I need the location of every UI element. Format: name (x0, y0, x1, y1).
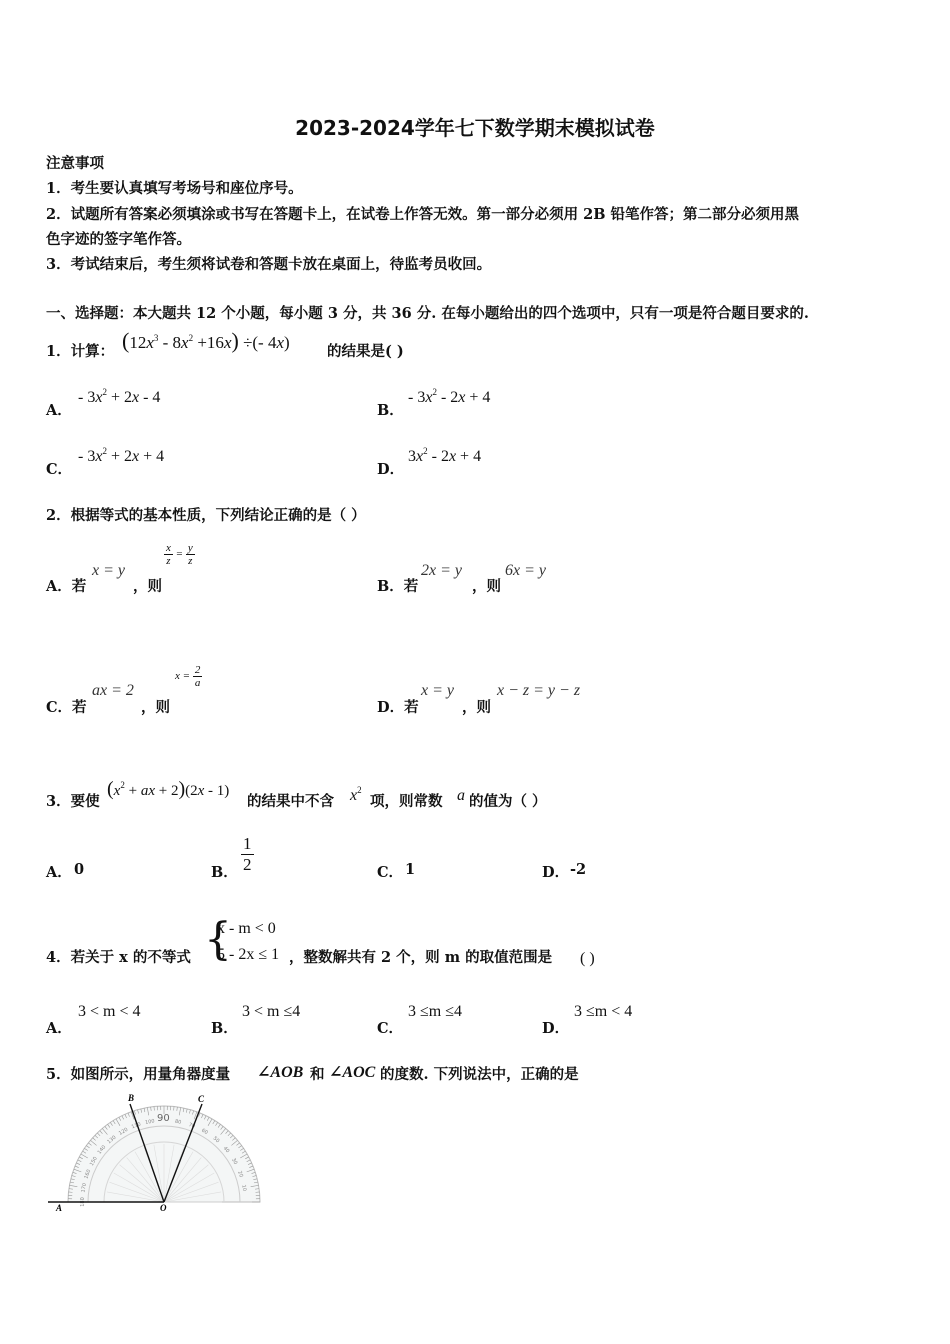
protractor-number: 130 (106, 1134, 118, 1146)
q4-option-d: 3 ≤m < 4 (574, 1003, 633, 1020)
q5-pre: 5．如图所示，用量角器度量 (46, 1066, 231, 1083)
q4-option-d-label: D． (542, 1020, 570, 1037)
q4-option-c-label: C． (377, 1020, 404, 1037)
protractor-number: 150 (88, 1155, 99, 1168)
q2-option-c-concl: x = $\frac{2}{a}$ (175, 664, 201, 689)
q1-option-a-label: A． (46, 402, 72, 419)
q4-option-b: 3 < m ≤4 (242, 1003, 301, 1020)
q2-option-a-concl: $\frac{x}{z}$ = $\frac{y}{z}$ (166, 542, 193, 567)
protractor-number: 170 (80, 1182, 89, 1194)
q2-option-a-label: A．若 (46, 578, 87, 595)
protractor-number: 70 (187, 1121, 196, 1130)
q1-expression: $(12x^3 - 8x^2 +16x)$ ÷(- 4x) (122, 328, 290, 353)
q3-option-c-label: C． (377, 864, 404, 881)
protractor-number: 100 (144, 1118, 156, 1127)
label-o: O (160, 1203, 167, 1213)
q4-system-line-1: x - m < 0 (217, 920, 276, 937)
protractor-number: 180 (80, 1197, 86, 1207)
q1-pre: 1．计算： (46, 343, 115, 360)
protractor-number: 80 (174, 1118, 182, 1126)
protractor-number: 20 (236, 1170, 245, 1179)
q5-post: 的度数. 下列说法中，正确的是 (380, 1066, 579, 1083)
q3-option-a: 0 (74, 861, 85, 878)
q1-option-b-label: B． (377, 402, 404, 419)
q1-option-c-label: C． (46, 461, 73, 478)
q4-system-line-2: 5 - 2x ≤ 1 (217, 946, 280, 963)
q5-and: 和 (310, 1066, 325, 1083)
q5-angle-aob: ∠AOB (257, 1064, 304, 1081)
protractor-number: 160 (83, 1168, 93, 1180)
q4-post: ，整数解共有 2 个，则 m 的取值范围是 (289, 949, 553, 966)
notice-item-2-cont: 色字迹的签字笔作答。 (46, 231, 191, 248)
protractor-number: 60 (200, 1127, 209, 1137)
q1-option-d-label: D． (377, 461, 405, 478)
notice-heading: 注意事项 (46, 155, 104, 172)
q2-option-a-then: ，则 (133, 578, 162, 595)
q3-term: $x^2$ (350, 785, 362, 804)
protractor-number: 50 (211, 1135, 221, 1145)
q2-option-b-then: ，则 (472, 578, 501, 595)
q3-option-c: 1 (405, 861, 416, 878)
q3-post: 的值为（ ） (469, 793, 547, 810)
section-heading: 一、选择题：本大题共 12 个小题，每小题 3 分，共 36 分. 在每小题给出的四个选项中，只有一项是符合题目要求的. (46, 305, 809, 322)
q1-option-c: - $3x^2 + 2x + 4$ (78, 446, 165, 465)
q4-option-c: 3 ≤m ≤4 (408, 1003, 463, 1020)
q4-option-a-label: A． (46, 1020, 72, 1037)
q4-option-b-label: B． (211, 1020, 238, 1037)
notice-item-2: 2．试题所有答案必须填涂或书写在答题卡上，在试卷上作答无效。第一部分必须用 2B 铅笔作答；第二部分必须用黑 (46, 206, 800, 223)
protractor-number: 10 (240, 1184, 248, 1192)
scale-90-label: 90 (157, 1113, 170, 1124)
exam-title: 2023-2024学年七下数学期末模拟试卷 (295, 116, 655, 140)
q1-post: 的结果是( ) (327, 343, 404, 360)
q4-answer-paren: ( ) (580, 950, 595, 967)
q1-option-d: $3x^2 - 2x + 4$ (408, 446, 482, 465)
protractor-number: 110 (130, 1121, 142, 1131)
q1-option-b: - $3x^2 - 2x + 4$ (408, 387, 491, 406)
q3-constant: a (457, 787, 465, 804)
q2-stem: 2．根据等式的基本性质，下列结论正确的是（ ） (46, 507, 366, 524)
q2-option-d-label: D．若 (377, 699, 419, 716)
q3-mid2: 项，则常数 (370, 793, 443, 810)
q3-mid: 的结果中不含 (247, 793, 334, 810)
q3-option-a-label: A． (46, 864, 72, 881)
q3-option-b: $\frac{1}{2}$ (243, 834, 252, 874)
q2-option-b-cond: 2x = y (421, 562, 462, 579)
label-b: B (128, 1093, 135, 1103)
protractor-number: 30 (229, 1157, 239, 1166)
q2-option-c-cond: ax = 2 (92, 682, 134, 699)
label-a: A (56, 1203, 63, 1213)
protractor-number: 140 (96, 1144, 108, 1156)
q2-option-a-cond: x = y (92, 562, 125, 579)
q2-option-d-cond: x = y (421, 682, 454, 699)
q2-option-b-concl: 6x = y (505, 562, 546, 579)
q4-brace: { (204, 914, 232, 965)
q3-option-d: -2 (570, 861, 587, 878)
q3-option-d-label: D． (542, 864, 570, 881)
q2-option-d-concl: x − z = y − z (497, 682, 581, 699)
q4-option-a: 3 < m < 4 (78, 1003, 141, 1020)
q3-expression: ($x^2$ + ax + 2)(2x - 1) (107, 778, 230, 800)
q3-pre: 3．要使 (46, 793, 100, 810)
label-c: C (198, 1094, 205, 1104)
q5-angle-aoc: ∠AOC (329, 1064, 376, 1081)
notice-item-3: 3．考试结束后，考生须将试卷和答题卡放在桌面上，待监考员收回。 (46, 256, 492, 273)
q1-option-a: - $3x^2 + 2x - 4$ (78, 387, 161, 406)
notice-item-1: 1．考生要认真填写考场号和座位序号。 (46, 180, 303, 197)
q2-option-d-then: ，则 (462, 699, 491, 716)
protractor-number: 40 (221, 1145, 231, 1155)
q2-option-c-label: C．若 (46, 699, 87, 716)
protractor-figure (44, 1088, 268, 1214)
q2-option-c-then: ，则 (141, 699, 170, 716)
q3-option-b-label: B． (211, 864, 238, 881)
protractor-number: 120 (117, 1126, 130, 1137)
q4-pre: 4．若关于 x 的不等式 (46, 949, 191, 966)
q2-option-b-label: B．若 (377, 578, 419, 595)
